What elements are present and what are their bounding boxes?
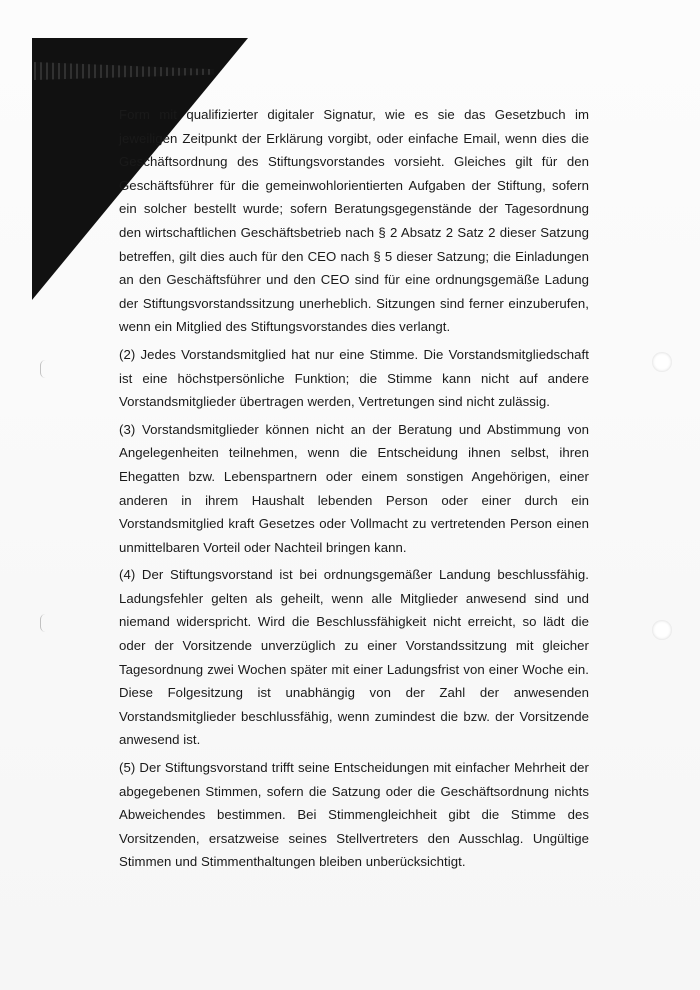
paragraph-5: (5) Der Stiftungsvorstand trifft seine Entscheidungen mit einfacher Mehrheit der abgegebenen Stimmen, sofern die Satzung oder die Geschäftsordnung nichts Abweichendes bestimmen. Bei Stimmengleichheit gibt die Stimme des Vorsitzenden, ersatzweise seines Stellvertreters den Ausschlag. Ungültige Stimmen und Stimmenthaltungen bleiben unberücksichtigt.: [119, 760, 589, 870]
paragraph-2: (2) Jedes Vorstandsmitglied hat nur eine Stimme. Die Vorstandsmitgliedschaft ist eine höchstpersönliche Funktion; die Stimme kann nicht auf andere Vorstandsmitglieder übertragen werden, Vertretungen sind nicht zulässig.: [119, 346, 589, 410]
scan-mark-left-top: [40, 360, 51, 378]
punch-hole-bottom: [652, 620, 672, 640]
document-body: [119, 103, 589, 874]
scan-mark-left-bottom: [40, 614, 51, 632]
paragraph-1: Form mit qualifizierter digitaler Signatur, wie es sie das Gesetzbuch im jeweiligen Zeitpunkt der Erklärung vorgibt, oder einfache Email, wenn dies die Geschäftsordnung des Stiftungsvorstandes vorsieht. Gleiches gilt für den Geschäftsführer für die gemeinwohlorientierten Aufgaben der Stiftung, sofern ein solcher bestellt wurde; sofern Beratungsgegenstände der Tagesordnung den wirtschaftlichen Geschäftsbetrieb nach § 2 Absatz 2 Satz 2 dieser Satzung betreffen, gilt dies auch für den CEO nach § 5 dieser Satzung; die Einladungen an den Geschäftsführer und den CEO sind für eine ordnungsgemäße Ladung der Stiftungsvorstandssitzung unerheblich. Sitzungen sind ferner einzuberufen, wenn ein Mitglied des Stiftungsvorstandes dies verlangt.: [119, 107, 589, 335]
punch-hole-top: [652, 352, 672, 372]
paragraph-3: (3) Vorstandsmitglieder können nicht an der Beratung und Abstimmung von Angelegenheiten teilnehmen, wenn die Entscheidung ihnen selbst, ihren Ehegatten bzw. Lebenspartnern oder einem sonstigen Angehörigen, einer anderen in ihrem Haushalt lebenden Person oder einer durch ein Vorstandsmitglied kraft Gesetzes oder Vollmacht zu vertretenden Person einen unmittelbaren Vorteil oder Nachteil bringen kann.: [119, 421, 589, 555]
paragraph-4: (4) Der Stiftungsvorstand ist bei ordnungsgemäßer Landung beschlussfähig. Ladungsfehler gelten als geheilt, wenn alle Mitglieder anwesend sind und niemand widerspricht. Wird die Beschlussfähigkeit nicht erreicht, so lädt die oder der Vorsitzende unverzüglich zu einer Vorstandssitzung mit gleicher Tagesordnung zwei Wochen später mit einer Ladungsfrist von einer Woche ein. Diese Folgesitzung ist unabhängig von der Zahl der anwesenden Vorstandsmitglieder beschlussfähig, wenn zumindest die bzw. der Vorsitzende anwesend ist.: [119, 567, 589, 748]
